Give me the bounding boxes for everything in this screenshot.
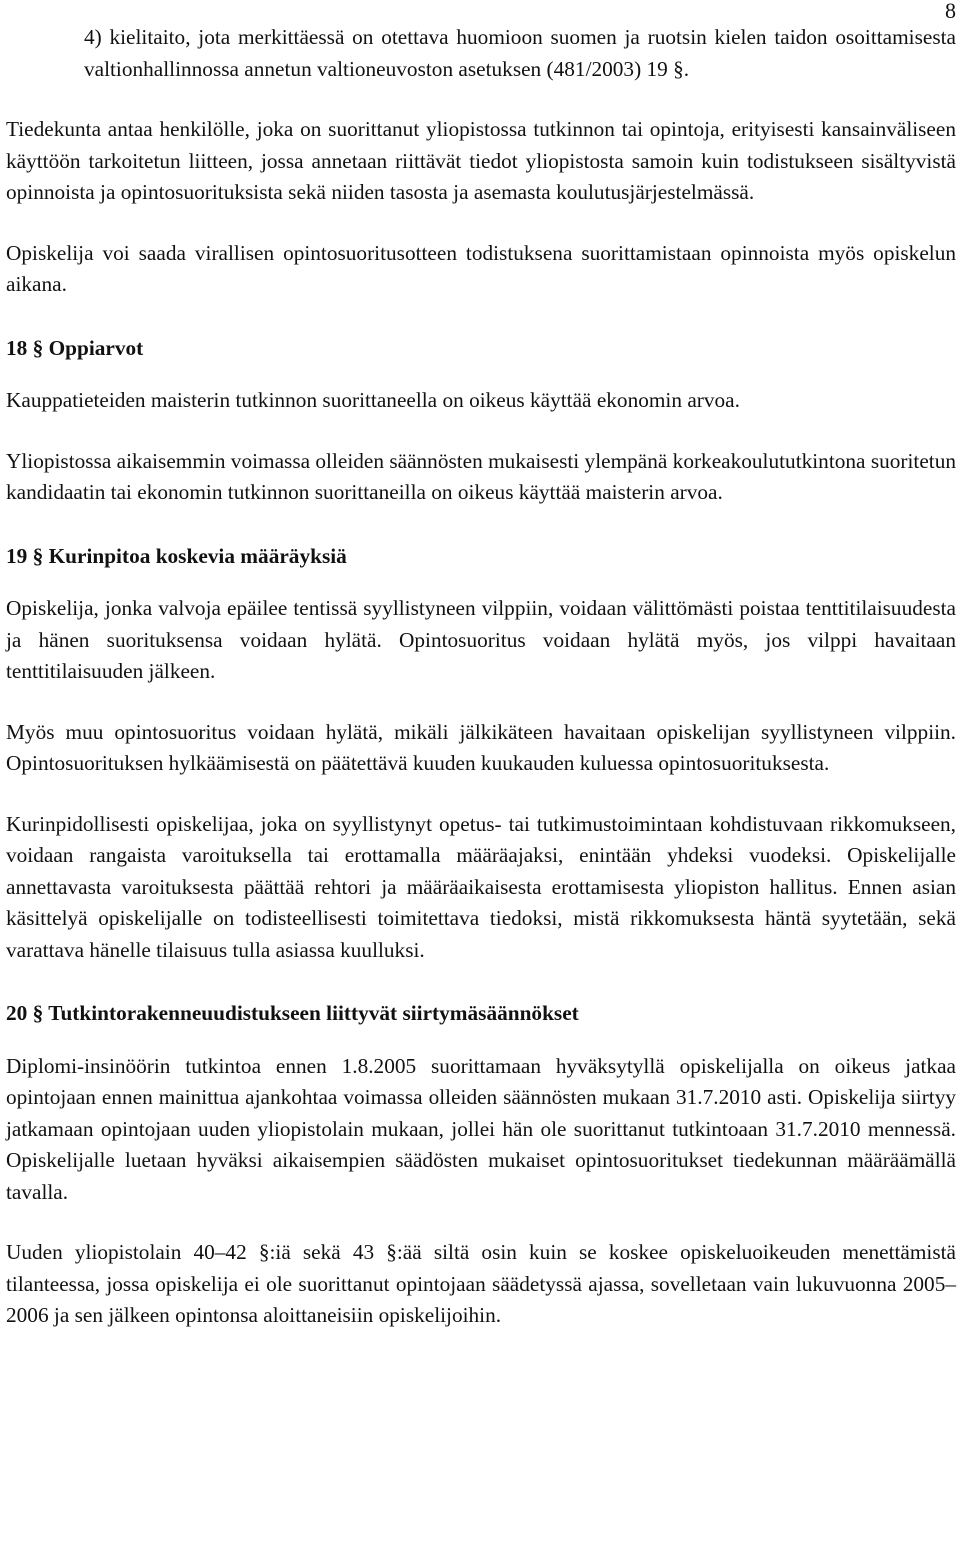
list-item-4: 4) kielitaito, jota merkittäessä on otettava huomioon suomen ja ruotsin kielen taidon osoittamisesta valtionhallinnossa annetun valtioneuvoston asetuksen (481/2003) 19 §. xyxy=(84,25,956,81)
section-18-heading: 18 § Oppiarvot xyxy=(6,335,144,360)
paragraph-diploma-supplement: Tiedekunta antaa henkilölle, joka on suorittanut yliopistossa tutkinnon tai opintoja, erityisesti kansainväliseen käyttöön tarkoitetun liitteen, jossa annetaan riittävät tiedot yliopistosta samoin kuin todistukseen sisältyvistä opinnoista ja opintosuorituksista sekä niiden tasosta ja asemasta koulutusjärjestelmässä. xyxy=(6,117,956,204)
section-18-paragraph-2: Yliopistossa aikaisemmin voimassa olleiden säännösten mukaisesti ylempänä korkeakoulututkintona suoritetun kandidaatin tai ekonomin tutkinnon suorittaneilla on oikeus käyttää maisterin arvoa. xyxy=(6,448,956,504)
page-number: 8 xyxy=(945,0,956,23)
section-18-paragraph-1: Kauppatieteiden maisterin tutkinnon suorittaneella on oikeus käyttää ekonomin arvoa. xyxy=(6,388,740,412)
section-19-paragraph-1: Opiskelija, jonka valvoja epäilee tentissä syyllistyneen vilppiin, voidaan välittömästi poistaa tenttitilaisuudesta ja hänen suorituksensa voidaan hylätä. Opintosuoritus voidaan hylätä myös, jos vilppi havaitaan tenttitilaisuuden jälkeen. xyxy=(6,596,956,683)
paragraph-transcript: Opiskelija voi saada virallisen opintosuoritusotteen todistuksena suorittamistaan opinnoista myös opiskelun aikana. xyxy=(6,240,956,296)
section-20-heading: 20 § Tutkintorakenneuudistukseen liittyvät siirtymäsäännökset xyxy=(6,1001,579,1025)
section-19-heading: 19 § Kurinpitoa koskevia määräyksiä xyxy=(6,543,347,568)
section-19-paragraph-2: Myös muu opintosuoritus voidaan hylätä, mikäli jälkikäteen havaitaan opiskelijan syyllistyneen vilppiin. Opintosuorituksen hylkäämisestä on päätettävä kuuden kuukauden kuluessa opintosuorituksesta. xyxy=(6,719,956,775)
document-body xyxy=(6,22,956,1332)
section-20-paragraph-2: Uuden yliopistolain 40–42 §:iä sekä 43 §:ää siltä osin kuin se koskee opiskeluoikeuden menettämistä tilanteessa, jossa opiskelija ei ole suorittanut opintojaan säädetyssä ajassa, sovelletaan vain lukuvuonna 2005–2006 ja sen jälkeen opintonsa aloittaneisiin opiskelijoihin. xyxy=(6,1240,956,1327)
section-20-paragraph-1: Diplomi-insinöörin tutkintoa ennen 1.8.2005 suorittamaan hyväksytyllä opiskelijalla on oikeus jatkaa opintojaan ennen mainittua ajankohtaa voimassa olleiden säännösten mukaan 31.7.2010 asti. Opiskelija siirtyy jatkamaan opintojaan uuden yliopistolain mukaan, jollei hän ole suorittanut tutkintoaan 31.7.2010 mennessä. Opiskelijalle luetaan hyväksi aikaisempien säädösten mukaiset opintosuoritukset tiedekunnan määräämällä tavalla. xyxy=(6,1053,956,1204)
section-19-paragraph-3: Kurinpidollisesti opiskelijaa, joka on syyllistynyt opetus- tai tutkimustoimintaan kohdistuvaan rikkomukseen, voidaan rangaista varoituksella tai erottamalla määräajaksi, enintään yhdeksi vuodeksi. Opiskelijalle annettavasta varoituksesta päättää rehtori ja määräaikaisesta erottamisesta yliopiston hallitus. Ennen asian käsittelyä opiskelijalle on todisteellisesti toimitettava tiedoksi, mistä rikkomuksesta häntä syytetään, sekä varattava hänelle tilaisuus tulla asiassa kuulluksi. xyxy=(6,811,956,962)
